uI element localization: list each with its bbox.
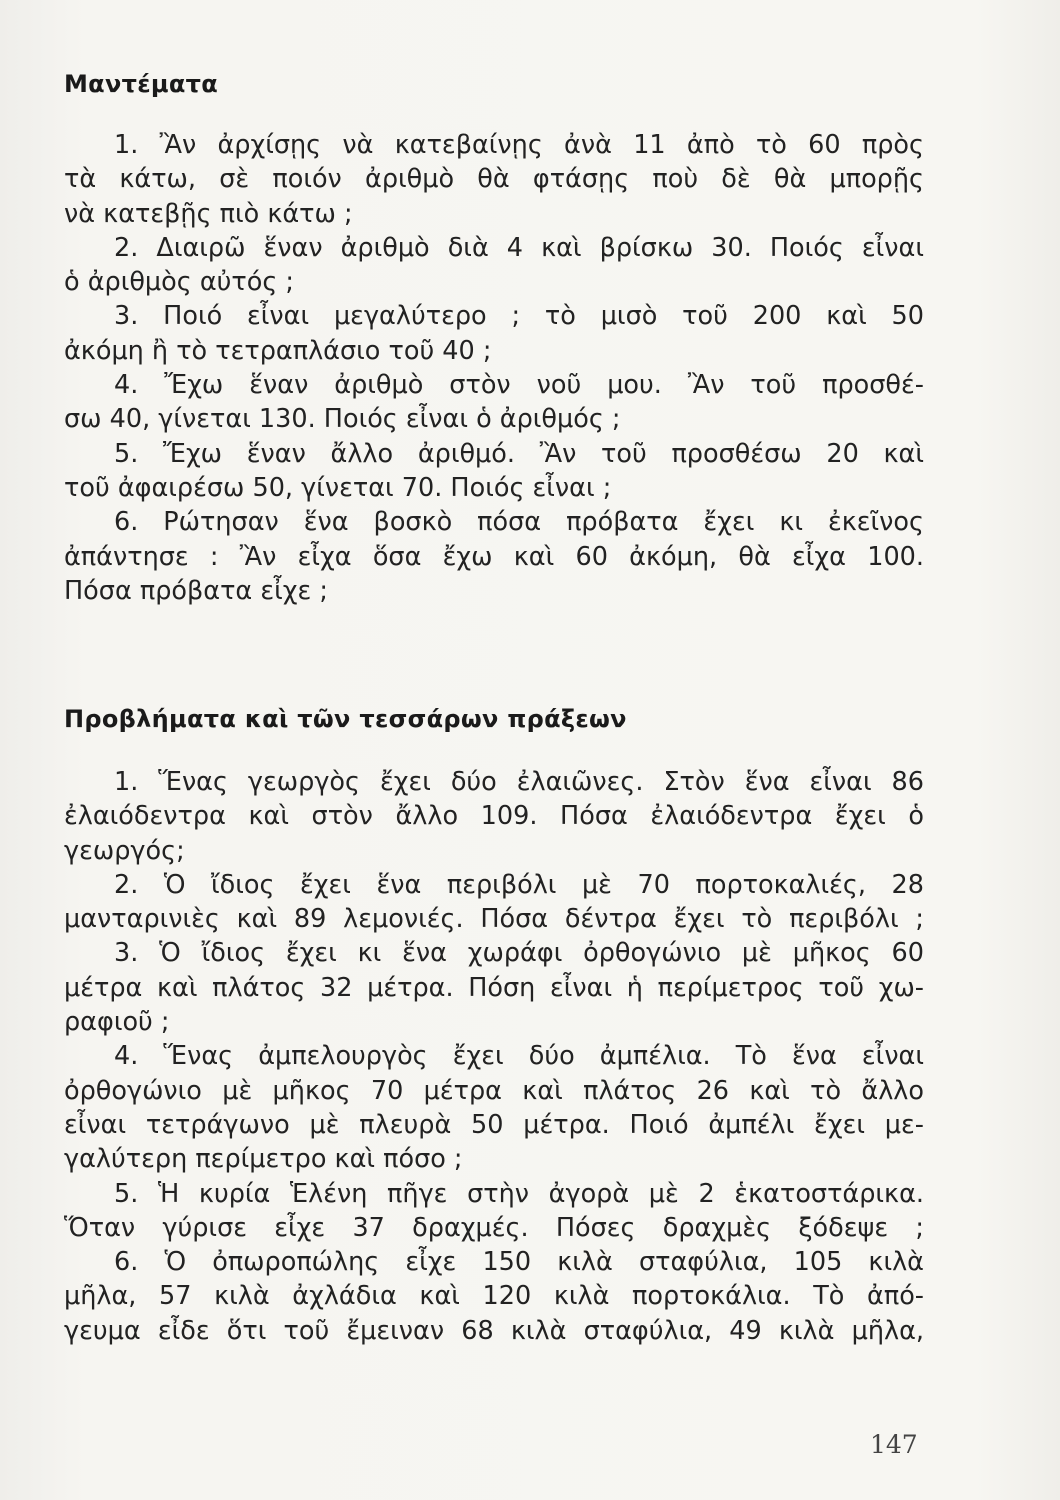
text-line: σω 40, γίνεται 130. Ποιός εἶναι ὁ ἀριθμός ;	[64, 404, 621, 435]
text-line: ὀρθογώνιο μὲ μῆκος 70 μέτρα καὶ πλάτος 26 καὶ τὸ ἄλλο	[64, 1075, 924, 1106]
text-line: 1. Ἕνας γεωργὸς ἔχει δύο ἐλαιῶνες. Στὸν ἕνα εἶναι 86	[114, 767, 924, 797]
text-line: 4. Ἕνας ἀμπελουργὸς ἔχει δύο ἀμπέλια. Τὸ ἕνα εἶναι	[114, 1041, 924, 1072]
text-line: 4. Ἔχω ἕναν ἀριθμὸ στὸν νοῦ μου. Ἂν τοῦ προσθέ-	[114, 370, 924, 401]
text-line: μέτρα καὶ πλάτος 32 μέτρα. Πόση εἶναι ἡ περίμετρος τοῦ χω-	[64, 972, 924, 1003]
text-line: 5. Ἔχω ἕναν ἄλλο ἀριθμό. Ἂν τοῦ προσθέσω 20 καὶ	[114, 438, 924, 469]
text-line: 3. Ὁ ἴδιος ἔχει κι ἕνα χωράφι ὀρθογώνιο μὲ μῆκος 60	[114, 938, 924, 969]
section-title-riddles: Μαντέματα	[64, 70, 219, 98]
text-line: 2. Ὁ ἴδιος ἔχει ἕνα περιβόλι μὲ 70 πορτοκαλιές, 28	[114, 869, 924, 900]
text-line: ἀπάντησε : Ἂν εἶχα ὅσα ἔχω καὶ 60 ἀκόμη, θὰ εἶχα 100.	[64, 541, 924, 572]
problems-text	[64, 765, 924, 1348]
text-line: 1. Ἂν ἀρχίσῃς νὰ κατεβαίνῃς ἀνὰ 11 ἀπὸ τὸ 60 πρὸς	[114, 130, 924, 160]
text-line: γευμα εἶδε ὅτι τοῦ ἔμειναν 68 κιλὰ σταφύλια, 49 κιλὰ μῆλα,	[64, 1315, 924, 1346]
text-line: γεωργός;	[64, 835, 185, 866]
text-line: 5. Ἡ κυρία Ἑλένη πῆγε στὴν ἀγορὰ μὲ 2 ἑκατοστάρικα.	[114, 1178, 924, 1209]
text-line: μανταρινιὲς καὶ 89 λεμονιές. Πόσα δέντρα ἔχει τὸ περιβόλι ;	[64, 904, 924, 935]
text-line: εἶναι τετράγωνο μὲ πλευρὰ 50 μέτρα. Ποιό ἀμπέλι ἔχει με-	[64, 1109, 924, 1140]
text-line: ραφιοῦ ;	[64, 1007, 170, 1038]
text-line: 6. Ὁ ὀπωροπώλης εἶχε 150 κιλὰ σταφύλια, 105 κιλὰ	[114, 1247, 924, 1278]
text-line: γαλύτερη περίμετρο καὶ πόσο ;	[64, 1144, 463, 1175]
text-line: τὰ κάτω, σὲ ποιόν ἀριθμὸ θὰ φτάσῃς ποὺ δὲ θὰ μπορῇς	[64, 164, 924, 195]
text-line: μῆλα, 57 κιλὰ ἀχλάδια καὶ 120 κιλὰ πορτοκάλια. Τὸ ἀπό-	[64, 1281, 924, 1312]
riddles-text	[64, 128, 924, 608]
text-line: ἀκόμη ἢ τὸ τετραπλάσιο τοῦ 40 ;	[64, 335, 492, 366]
text-line: ἐλαιόδεντρα καὶ στὸν ἄλλο 109. Πόσα ἐλαιόδεντρα ἔχει ὁ	[64, 801, 924, 832]
text-line: 3. Ποιό εἶναι μεγαλύτερο ; τὸ μισὸ τοῦ 200 καὶ 50	[114, 301, 924, 332]
text-line: ὁ ἀριθμὸς αὐτός ;	[64, 267, 295, 298]
text-line: Πόσα πρόβατα εἶχε ;	[64, 575, 328, 606]
text-line: νὰ κατεβῇς πιὸ κάτω ;	[64, 198, 353, 229]
text-line: 6. Ρώτησαν ἕνα βοσκὸ πόσα πρόβατα ἔχει κι ἐκεῖνος	[114, 507, 924, 538]
text-line: Ὅταν γύρισε εἶχε 37 δραχμές. Πόσες δραχμὲς ξόδεψε ;	[64, 1212, 924, 1243]
section-title-problems: Προβλήματα καὶ τῶν τεσσάρων πράξεων	[64, 705, 627, 733]
text-line: τοῦ ἀφαιρέσω 50, γίνεται 70. Ποιός εἶναι ;	[64, 472, 612, 503]
text-line: 2. Διαιρῶ ἕναν ἀριθμὸ διὰ 4 καὶ βρίσκω 30. Ποιός εἶναι	[114, 232, 924, 263]
page-number: 147	[870, 1430, 918, 1459]
